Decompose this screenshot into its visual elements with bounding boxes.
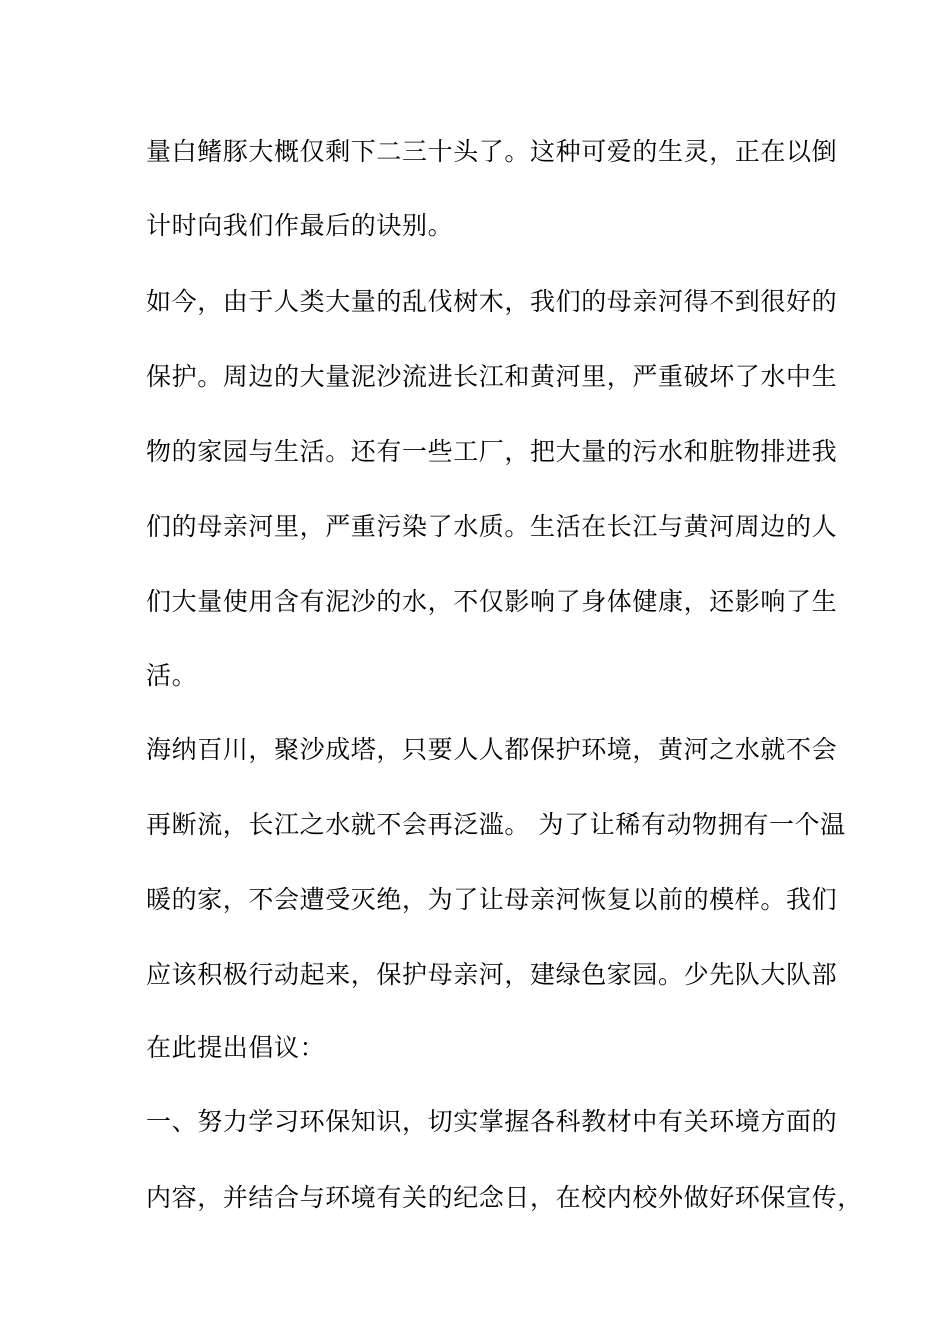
text-line: 们大量使用含有泥沙的水，不仅影响了身体健康，还影响了生 [146, 587, 838, 616]
text-line: 一、努力学习环保知识，切实掌握各科教材中有关环境方面的 [146, 1107, 838, 1136]
text-line: 物的家园与生活。还有一些工厂，把大量的污水和脏物排进我 [146, 437, 838, 466]
text-line: 活。 [146, 661, 198, 690]
text-line: 内容，并结合与环境有关的纪念日，在校内校外做好环保宣传， [146, 1183, 863, 1212]
text-line: 在此提出倡议： [146, 1033, 326, 1062]
text-line: 如今，由于人类大量的乱伐树木，我们的母亲河得不到很好的 [146, 287, 838, 316]
text-line: 保护。周边的大量泥沙流进长江和黄河里，严重破坏了水中生 [146, 362, 838, 391]
text-line: 量白鳍豚大概仅剩下二三十头了。这种可爱的生灵，正在以倒 [146, 137, 838, 166]
text-line: 暖的家，不会遭受灭绝，为了让母亲河恢复以前的模样。我们 [146, 885, 838, 914]
text-line: 海纳百川，聚沙成塔，只要人人都保护环境，黄河之水就不会 [146, 735, 838, 764]
text-line: 计时向我们作最后的诀别。 [146, 211, 454, 240]
text-line: 们的母亲河里，严重污染了水质。生活在长江与黄河周边的人 [146, 512, 838, 541]
text-line: 再断流，长江之水就不会再泛滥。 为了让稀有动物拥有一个温 [146, 810, 846, 839]
text-line: 应该积极行动起来，保护母亲河，建绿色家园。少先队大队部 [146, 960, 838, 989]
